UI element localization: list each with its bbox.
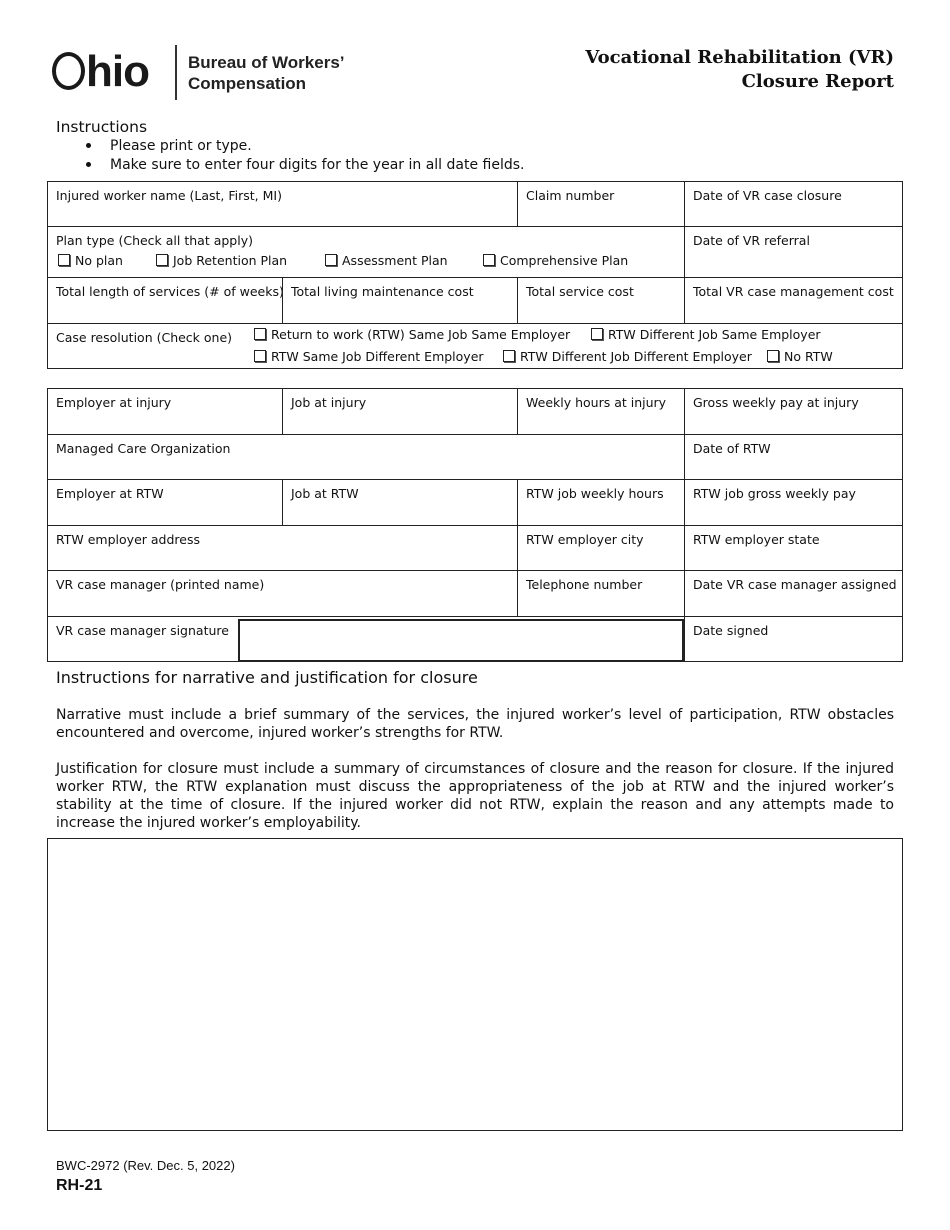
- resolution-same-job-different-employer[interactable]: RTW Same Job Different Employer: [254, 349, 484, 364]
- resolution-no-rtw[interactable]: No RTW: [767, 349, 833, 364]
- rtw-employer-address-field[interactable]: [47, 525, 518, 571]
- field-label: RTW employer address: [56, 532, 200, 547]
- date-referral-field[interactable]: [684, 226, 903, 278]
- field-label: Total living maintenance cost: [291, 284, 474, 299]
- field-label: Job at injury: [291, 395, 367, 410]
- resolution-same-job-same-employer[interactable]: Return to work (RTW) Same Job Same Employer: [254, 327, 570, 342]
- total-living-cost-field[interactable]: [282, 277, 518, 324]
- date-assigned-field[interactable]: [684, 570, 903, 617]
- weekly-hours-injury-field[interactable]: [517, 388, 685, 435]
- employer-at-injury-field[interactable]: [47, 388, 283, 435]
- checkbox[interactable]: [58, 254, 70, 266]
- checkbox[interactable]: [254, 350, 266, 362]
- field-label: Plan type (Check all that apply): [56, 233, 253, 248]
- field-label: RTW employer state: [693, 532, 820, 547]
- gross-pay-injury-field[interactable]: [684, 388, 903, 435]
- field-label: Date of VR case closure: [693, 188, 842, 203]
- field-label: Date of RTW: [693, 441, 771, 456]
- checkbox[interactable]: [591, 328, 603, 340]
- checkbox[interactable]: [254, 328, 266, 340]
- field-label: VR case manager signature: [56, 623, 229, 638]
- job-at-rtw-field[interactable]: [282, 479, 518, 526]
- field-label: VR case manager (printed name): [56, 577, 265, 592]
- plan-type-group: [47, 226, 685, 278]
- logo-divider: [175, 45, 177, 100]
- employer-at-rtw-field[interactable]: [47, 479, 283, 526]
- rtw-weekly-hours-field[interactable]: [517, 479, 685, 526]
- field-label: Gross weekly pay at injury: [693, 395, 859, 410]
- checkbox[interactable]: [503, 350, 515, 362]
- field-label: RTW job weekly hours: [526, 486, 664, 501]
- case-manager-name-field[interactable]: [47, 570, 518, 617]
- field-label: Managed Care Organization: [56, 441, 231, 456]
- field-label: Date of VR referral: [693, 233, 810, 248]
- plan-option-job-retention[interactable]: Job Retention Plan: [156, 253, 287, 268]
- plan-option-no-plan[interactable]: No plan: [58, 253, 123, 268]
- field-label: Claim number: [526, 188, 615, 203]
- field-label: Weekly hours at injury: [526, 395, 667, 410]
- plan-option-comprehensive[interactable]: Comprehensive Plan: [483, 253, 628, 268]
- field-label: Total service cost: [526, 284, 634, 299]
- date-closure-field[interactable]: [684, 181, 903, 227]
- case-resolution-group: [47, 323, 903, 369]
- form-title: Vocational Rehabilitation (VR) Closure Report: [585, 47, 894, 92]
- field-label: Case resolution (Check one): [56, 330, 233, 345]
- field-label: Date signed: [693, 623, 769, 638]
- instruction-bullet: Please print or type.: [86, 138, 252, 154]
- total-case-mgmt-cost-field[interactable]: [684, 277, 903, 324]
- resolution-different-job-different-employer[interactable]: RTW Different Job Different Employer: [503, 349, 752, 364]
- field-label: RTW job gross weekly pay: [693, 486, 856, 501]
- justification-instructions: Justification for closure must include a summary of circumstances of closure and the reason for closure. If the injured worker RTW, the RTW explanation must discuss the appropriateness of the job at RTW and the injured worker’s stability at the time of closure. If the injured worker did not RTW, explain the reason and any attempts made to increase the injured worker’s employability.: [56, 761, 894, 831]
- total-service-cost-field[interactable]: [517, 277, 685, 324]
- field-label: RTW employer city: [526, 532, 644, 547]
- narrative-textarea[interactable]: [47, 838, 903, 1131]
- job-at-injury-field[interactable]: [282, 388, 518, 435]
- checkbox[interactable]: [325, 254, 337, 266]
- bureau-name: Bureau of Workers’ Compensation: [188, 53, 345, 93]
- field-label: Telephone number: [526, 577, 643, 592]
- checkbox[interactable]: [483, 254, 495, 266]
- narrative-instructions: Narrative must include a brief summary of the services, the injured worker’s level of participation, RTW obstacles encountered and overcome, injured worker’s strengths for RTW.: [56, 707, 894, 741]
- instructions-heading: Instructions: [56, 118, 148, 136]
- claim-number-field[interactable]: [517, 181, 685, 227]
- total-length-field[interactable]: [47, 277, 283, 324]
- date-rtw-field[interactable]: [684, 434, 903, 480]
- field-label: Injured worker name (Last, First, MI): [56, 188, 282, 203]
- field-label: Employer at injury: [56, 395, 172, 410]
- rtw-employer-city-field[interactable]: [517, 525, 685, 571]
- instruction-bullet: Make sure to enter four digits for the year in all date fields.: [86, 157, 524, 173]
- checkbox[interactable]: [156, 254, 168, 266]
- ohio-logo: hio: [52, 46, 149, 98]
- field-label: Total length of services (# of weeks): [56, 284, 284, 299]
- form-revision: BWC-2972 (Rev. Dec. 5, 2022): [56, 1158, 235, 1173]
- narrative-heading: Instructions for narrative and justification for closure: [56, 668, 478, 687]
- form-code: RH-21: [56, 1177, 103, 1194]
- field-label: Employer at RTW: [56, 486, 164, 501]
- telephone-field[interactable]: [517, 570, 685, 617]
- rtw-employer-state-field[interactable]: [684, 525, 903, 571]
- rtw-gross-pay-field[interactable]: [684, 479, 903, 526]
- field-label: Date VR case manager assigned: [693, 577, 897, 592]
- field-label: Job at RTW: [291, 486, 359, 501]
- plan-option-assessment[interactable]: Assessment Plan: [325, 253, 448, 268]
- signature-field[interactable]: [238, 619, 684, 662]
- injured-worker-name-field[interactable]: [47, 181, 518, 227]
- resolution-different-job-same-employer[interactable]: RTW Different Job Same Employer: [591, 327, 821, 342]
- mco-field[interactable]: [47, 434, 685, 480]
- checkbox[interactable]: [767, 350, 779, 362]
- date-signed-field[interactable]: [684, 616, 903, 662]
- field-label: Total VR case management cost: [693, 284, 894, 299]
